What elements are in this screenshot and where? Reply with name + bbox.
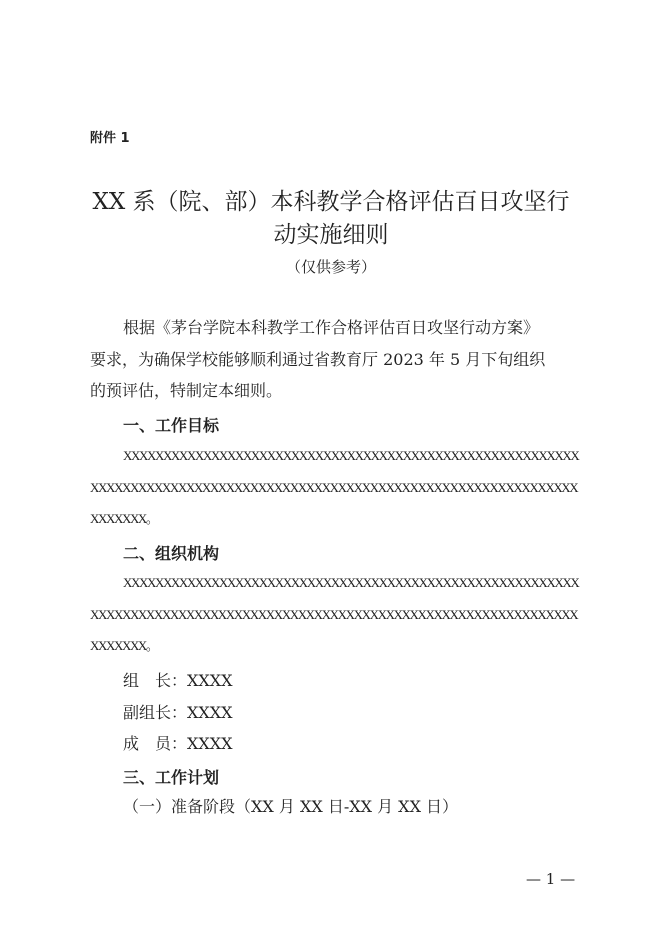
section-heading: 三、工作计划 [123,768,220,787]
phase-heading: （一）准备阶段（XX 月 XX 日-XX 月 XX 日） [123,797,459,816]
section-heading: 一、工作目标 [123,416,220,435]
section-text: XXXXXXXXXXXXXXXXXXXXXXXXXXXXXXXXXXXXXXXXXXXXXXXXXXXXXXXXX [123,575,579,590]
intro-line: 根据《茅台学院本科教学工作合格评估百日攻坚行动方案》 [123,318,540,337]
section-text: XXXXXXXXXXXXXXXXXXXXXXXXXXXXXXXXXXXXXXXXXXXXXXXXXXXXXXXXXXXXX [90,480,578,495]
section-text: XXXXXXX。 [90,511,158,526]
document-title-line1: XX 系（院、部）本科教学合格评估百日攻坚行 [92,189,570,215]
section-text: XXXXXXX。 [90,638,158,653]
intro-line: 要求，为确保学校能够顺利通过省教育厅 2023 年 5 月下旬组织 [90,350,546,369]
page-number: — 1 — [526,870,576,888]
intro-line: 的预评估，特制定本细则。 [90,381,283,400]
section-text: XXXXXXXXXXXXXXXXXXXXXXXXXXXXXXXXXXXXXXXXXXXXXXXXXXXXXXXXX [123,448,579,463]
document-subtitle: （仅供参考） [285,258,376,276]
member-line: 成 员：XXXX [123,734,233,753]
document-title-line2: 动实施细则 [273,222,389,248]
section-text: XXXXXXXXXXXXXXXXXXXXXXXXXXXXXXXXXXXXXXXXXXXXXXXXXXXXXXXXXXXXX [90,607,578,622]
attachment-label: 附件 1 [90,131,130,146]
member-line: 组 长：XXXX [123,671,233,690]
member-line: 副组长：XXXX [123,703,233,722]
section-heading: 二、组织机构 [123,544,220,563]
